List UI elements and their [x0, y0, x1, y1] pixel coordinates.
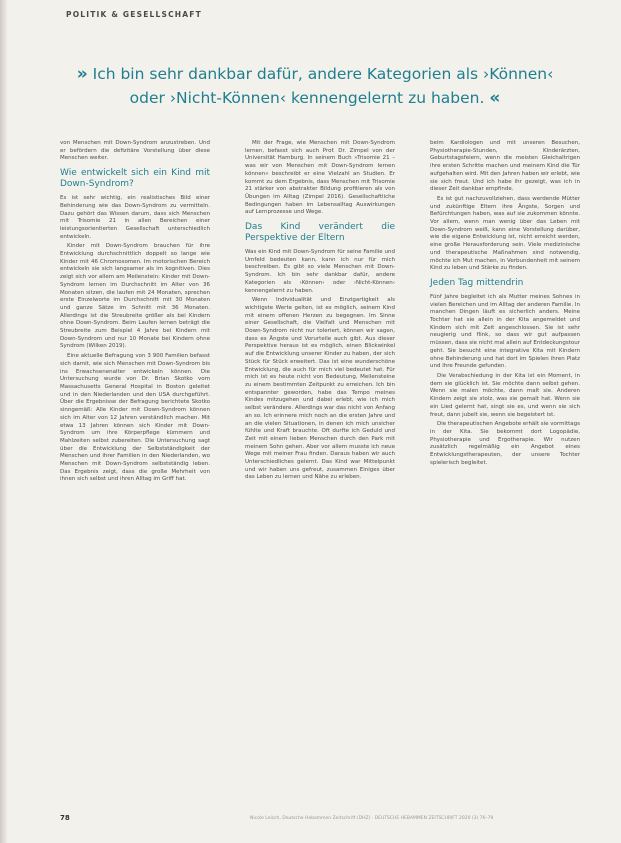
paragraph: Die therapeutischen Angebote erhält sie vormittags in der Kita. Sie bekommt dort Logopädie, Physiotherapie und Ergotherapie. Wir nutzen zusätzlich regelmäßig ein Angebot eines Entwicklungstherapeuten, der unsere Tochter spielerisch begleitet. — [430, 421, 580, 466]
quote-open-mark: » — [76, 64, 88, 84]
quote-close-mark: « — [489, 88, 501, 108]
paragraph: Mit der Frage, wie Menschen mit Down-Syndrom lernen, befasst sich auch Prof. Dr. Zimpel von der Universität Hamburg. In seinem Buch »Trisomie 21 – was wir von Menschen mit Down-Syndrom lernen können« beschreibt er eine Vielzahl an Studien. Er kommt zu dem Ergebnis, dass Menschen mit Trisomie 21 stärker von abstrakter Bildung profitieren als von Übungen im Alltag (Zimpel 2016). Gesellschaftliche Bedingungen haben im Lebensalltag Auswirkungen auf Lernprozesse und Wege. — [245, 140, 395, 216]
subheading: Das Kind verändert die Perspektive der Eltern — [245, 222, 395, 244]
quote-text: Ich bin sehr dankbar dafür, andere Kategorien als ›Können‹ oder ›Nicht-Können‹ kennengelernt zu haben. — [92, 65, 554, 107]
paragraph: Was ein Kind mit Down-Syndrom für seine Familie und Umfeld bedeuten kann, kann ich nur für mich beschreiben. Es gibt so viele Menschen mit Down-Syndrom. Ich bin sehr dankbar dafür, andere Kategorien als ›Können‹ oder ›Nicht-Können‹ kennengelernt zu haben. — [245, 249, 395, 294]
paragraph: Eine aktuelle Befragung von 3 900 Familien befasst sich damit, wie sich Menschen mit Down-Syndrom bis ins Erwachsenenalter entwickeln können. Die Untersuchung wurde von Dr. Brian Skotko vom Massachusetts General Hospital in Boston geleitet und in den Niederlanden und den USA durchgeführt. Über die Ergebnisse der Befragung berichtete Skotko sinngemäß: Alle Kinder mit Down-Syndrom können sich im Alter von 12 Jahren verständlich machen. Mit etwa 13 Jahren können sich Kinder mit Down-Syndrom um ihre Körperpflege kümmern und Mahlzeiten selbst zubereiten. Die Untersuchung sagt über die Entwicklung der Selbstständigkeit der Menschen und ihrer Familien in den Niederlanden, wo Menschen mit Down-Syndrom selbstständig leben. Das Ergebnis zeigt, dass die große Mehrheit von ihnen sich selbst und ihren Alltag im Griff hat. — [60, 353, 210, 483]
paragraph: von Menschen mit Down-Syndrom anzustreben. Und er befördern die defizitäre Vorstellung über diese Menschen weiter. — [60, 140, 210, 162]
paragraph: Kinder mit Down-Syndrom brauchen für ihre Entwicklung durchschnittlich doppelt so lange wie Kinder mit 46 Chromosomen. Im motorischen Bereich entwickeln sie sich langsamer als im kognitiven. Dies zeigt sich vor allem am Meilenstein: Kinder mit Down-Syndrom lernen im Durchschnitt im Alter von 36 Monaten sitzen, die laufen mit 24 Monaten, sprechen erste Einzelworte im Durchschnitt mit 30 Monaten und ganze Sätze im Schnitt mit 36 Monaten. Allerdings ist die Streubreite größer als bei Kindern ohne Down-Syndrom. Beim Laufen lernen beträgt die Streubreite zum Beispiel 4 Jahre bei Kindern mit Down-Syndrom und nur 10 Monate bei Kindern ohne Syndrom (Wilken 2019). — [60, 243, 210, 350]
pull-quote — [60, 62, 570, 110]
paragraph: Die Verabschiedung in der Kita ist ein Moment, in dem sie glücklich ist. Sie möchte dann selbst gehen. Wenn sie malen möchte, dann malt sie. Anderen Kindern zeigt sie stolz, was sie gemalt hat. Wenn sie ein Lied gelernt hat, singt sie es, und wenn sie sich freut, dann jubelt sie, wenn sie begeistert ist. — [430, 372, 580, 418]
paragraph: beim Kardiologen und mit unseren Besuchen, Physiotherapie-Stunden, Kinderärzten, Geburtstagsfeiern, wenn die meisten Gleichaltrigen ihre ersten Schritte machen und meinem Kind die Tür aufgehalten wird. Mit den Jahren haben wir erlebt, wie sie sich freut. Und ich habe ihr gezeigt, was ich in dieser Zeit dankbar empfinde. — [430, 140, 580, 193]
paragraph: Es ist sehr wichtig, ein realistisches Bild einer Behinderung wie das Down-Syndrom zu vermitteln. Dazu gehört das Wissen darum, dass sich Menschen mit Trisomie 21 in allen Bereichen einer leistungsorientierten Gesellschaft unterschiedlich entwickeln. — [60, 195, 210, 240]
paragraph: Fünf Jahre begleitet ich als Mutter meines Sohnes in vielen Bereichen und im Alltag der anderen Familie. In manchen Dingen läuft es sicherlich anders. Meine Tochter hat sie allein in der Kita angemeldet und Kindern sich mit Zeit angeschlossen. Sie ist sehr neugierig und flink, so dass wir gut aufpassen müssen, dass sie nicht mal allein auf Entdeckungstour geht. Sie besucht eine integrative Kita mit Kindern ohne Behinderung und hat dort im Spielen ihren Platz und ihre Freunde gefunden. — [430, 293, 580, 370]
subheading: Wie entwickelt sich ein Kind mit Down-Syndrom? — [60, 168, 210, 190]
paragraph: Es ist gut nachzuvollziehen, dass werdende Mütter und zukünftige Eltern ihre Ängste, Sorgen und Befürchtungen haben, was auf sie zukommen könnte. Vor allem, wenn man wenig über das Leben mit Down-Syndrom weiß, kann eine Vorstellung darüber, wie die eigene Entwicklung ist, nicht erreicht werden, eine große Herausforderung sein. Viele medizinische und therapeutische Maßnahmen sind notwendig, möchte ich Mut machen, in Verbundenheit mit seinem Kind zu leben und Stärke zu finden. — [430, 195, 580, 272]
text-column-2 — [245, 140, 395, 484]
page-number: 78 — [60, 814, 70, 822]
section-header: POLITIK & GESELLSCHAFT — [66, 10, 202, 19]
text-column-1 — [60, 140, 210, 486]
text-column-3 — [430, 140, 580, 469]
paragraph: Wenn Individualität und Einzigartigkeit als wichtigste Werte gelten, ist es möglich, seinem Kind mit einem offenen Herzen zu begegnen. Im Sinne einer Gesellschaft, die Vielfalt und Menschen mit Down-Syndrom nicht nur toleriert, können wir sagen, dass es Ängste und Vorurteile auch gibt. Aus dieser Perspektive heraus ist es möglich, einen Blickwinkel auf die Entwicklung unserer Kinder zu haben, der sich Stück für Stück erweitert. Das ist eine wunderschöne Entwicklung, die auch für mich viel bedeutet hat. Für mich ist es heute nicht von Bedeutung, Meilensteine zu einem bestimmten Zeitpunkt zu erreichen. Ich bin entspannter geworden, habe das Tempo meines Kindes mitzugehen und dabei erlebt, wie ich mich selbst verändere. Allerdings war das nicht von Anfang an so. Ich erinnere mich noch an die ersten Jahre und an die vielen Situationen, in denen ich mich unsicher fühlte und Kraft brauchte. Oft durfte ich Geduld und Zeit mit einem lieben Menschen durch den Park mit meinem Sohn gehen. Aber vor allem musste ich neue Wege mit meiner Frau finden. Daraus haben wir auch Unterschiedliches gelernt. Das Kind war Mittelpunkt und wir haben uns gefreut, zusammen Einiges über das Leben zu lernen und Nähe zu erleben. — [245, 297, 395, 481]
footer-source: Nicole Leisch, Deutsche Hebammen Zeitschrift (DHZ) · DEUTSCHE HEBAMMEN ZEITSCHRIFT 2020 (3) 76–79 — [250, 816, 494, 821]
page-binding-shadow — [0, 0, 8, 843]
subheading: Jeden Tag mittendrin — [430, 277, 524, 288]
